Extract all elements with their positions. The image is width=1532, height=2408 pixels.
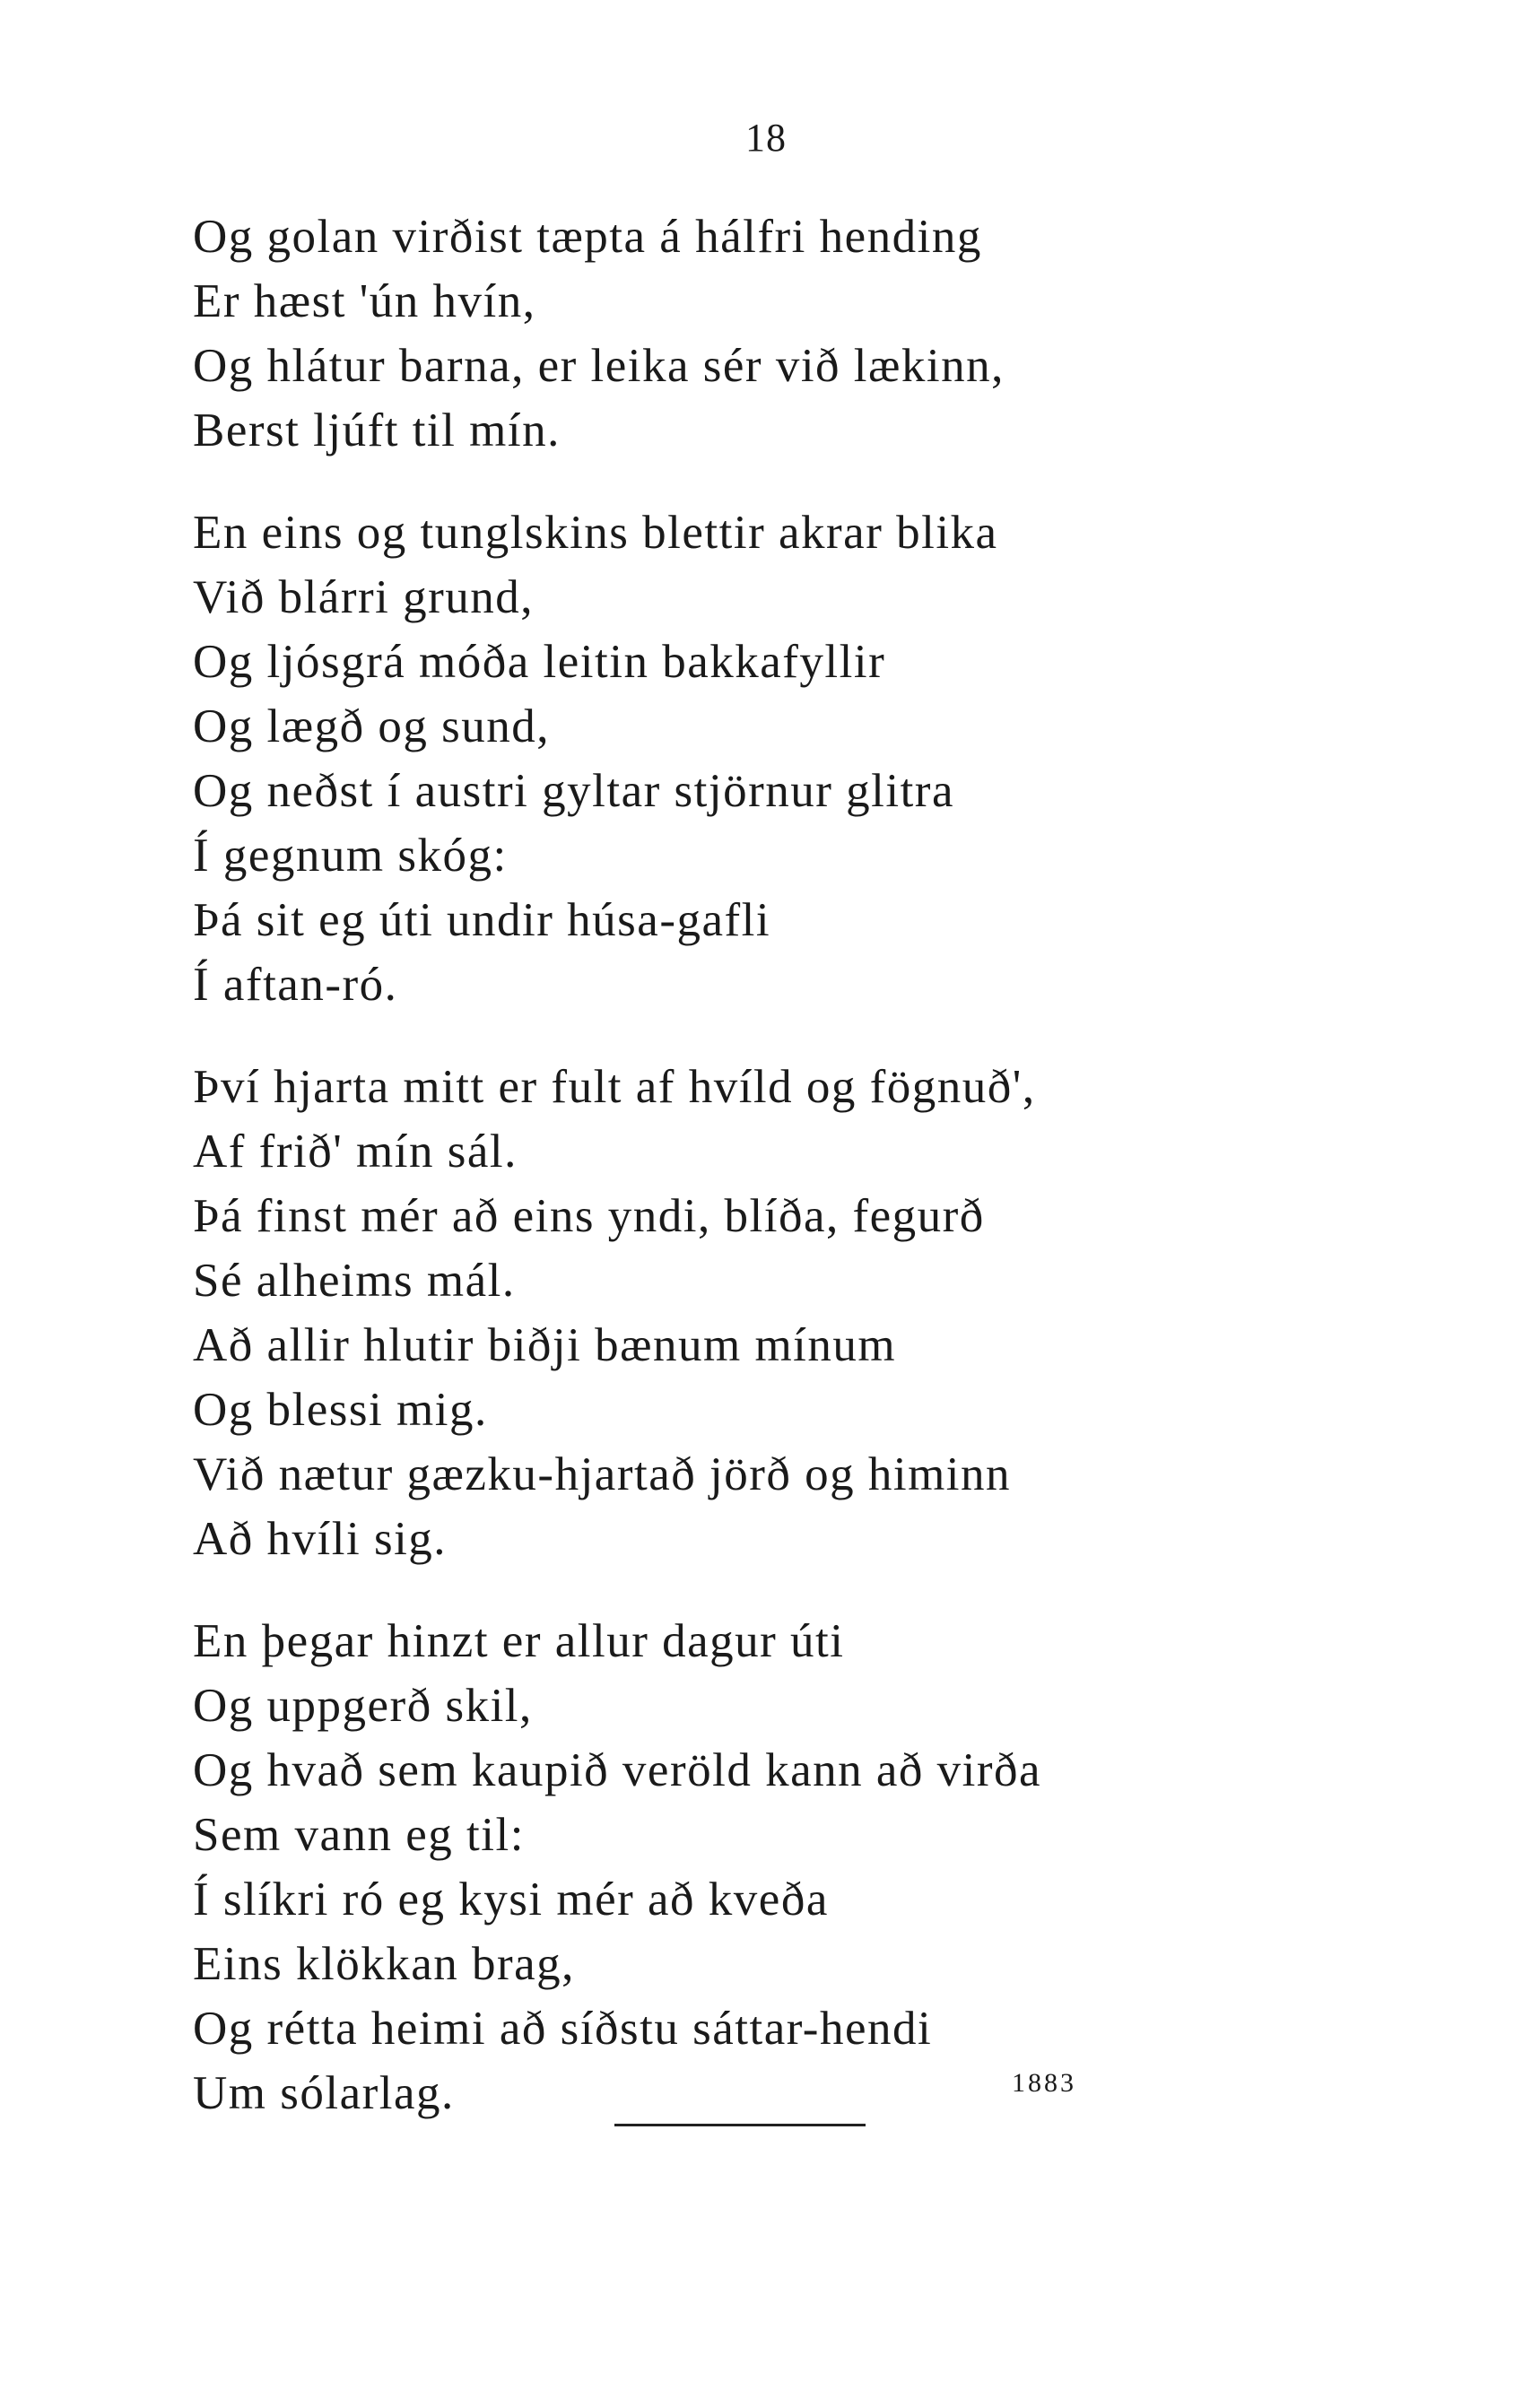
poem-line: Í slíkri ró eg kysi mér að kveða xyxy=(193,1873,829,1926)
poem-line: En eins og tunglskins blettir akrar blika xyxy=(193,507,998,559)
poem-line: Og golan virðist tæpta á hálfri hending xyxy=(193,211,982,263)
stanza-1 xyxy=(193,204,1467,463)
stanza-3 xyxy=(193,1055,1467,1571)
poem xyxy=(193,204,1467,2163)
poem-line: Þá sit eg úti undir húsa-gafli xyxy=(193,894,771,946)
poem-line: Og blessi mig. xyxy=(193,1384,488,1436)
poem-line: Þá finst mér að eins yndi, blíða, fegurð xyxy=(193,1190,985,1242)
poem-line: Af frið' mín sál. xyxy=(193,1126,518,1178)
poem-date: 1883 xyxy=(1012,2068,1076,2098)
stanza-2 xyxy=(193,500,1467,1017)
page-number: 18 xyxy=(745,116,787,160)
poem-line: Eins klökkan brag, xyxy=(193,1938,575,1990)
poem-line: Við blárri grund, xyxy=(193,571,534,623)
poem-line: Og lægð og sund, xyxy=(193,700,550,752)
poem-line: Og hlátur barna, er leika sér við lækinn, xyxy=(193,340,1005,392)
poem-line: Er hæst 'ún hvín, xyxy=(193,275,536,327)
poem-line: Og neðst í austri gyltar stjörnur glitra xyxy=(193,765,954,817)
poem-line: Að allir hlutir biðji bænum mínum xyxy=(193,1319,897,1371)
poem-line: Og rétta heimi að síðstu sáttar-hendi xyxy=(193,2003,933,2055)
poem-line: Og uppgerð skil, xyxy=(193,1680,533,1732)
poem-line: Í gegnum skóg: xyxy=(193,830,508,882)
poem-line: Og ljósgrá móða leitin bakkafyllir xyxy=(193,636,886,688)
poem-line: Við nætur gæzku-hjartað jörð og himinn xyxy=(193,1448,1012,1500)
poem-line: En þegar hinzt er allur dagur úti xyxy=(193,1615,845,1667)
end-divider xyxy=(614,2124,866,2126)
poem-line: Sem vann eg til: xyxy=(193,1809,525,1861)
poem-line: Í aftan-ró. xyxy=(193,959,398,1011)
poem-line: Því hjarta mitt er fult af hvíld og fögnuð', xyxy=(193,1061,1036,1113)
stanza-4 xyxy=(193,1609,1467,2125)
poem-line: Berst ljúft til mín. xyxy=(193,404,561,456)
poem-line: Og hvað sem kaupið veröld kann að virða xyxy=(193,1744,1042,1796)
poem-line: Sé alheims mál. xyxy=(193,1255,516,1307)
poem-line: Um sólarlag. xyxy=(193,2067,455,2119)
poem-line: Að hvíli sig. xyxy=(193,1513,448,1565)
